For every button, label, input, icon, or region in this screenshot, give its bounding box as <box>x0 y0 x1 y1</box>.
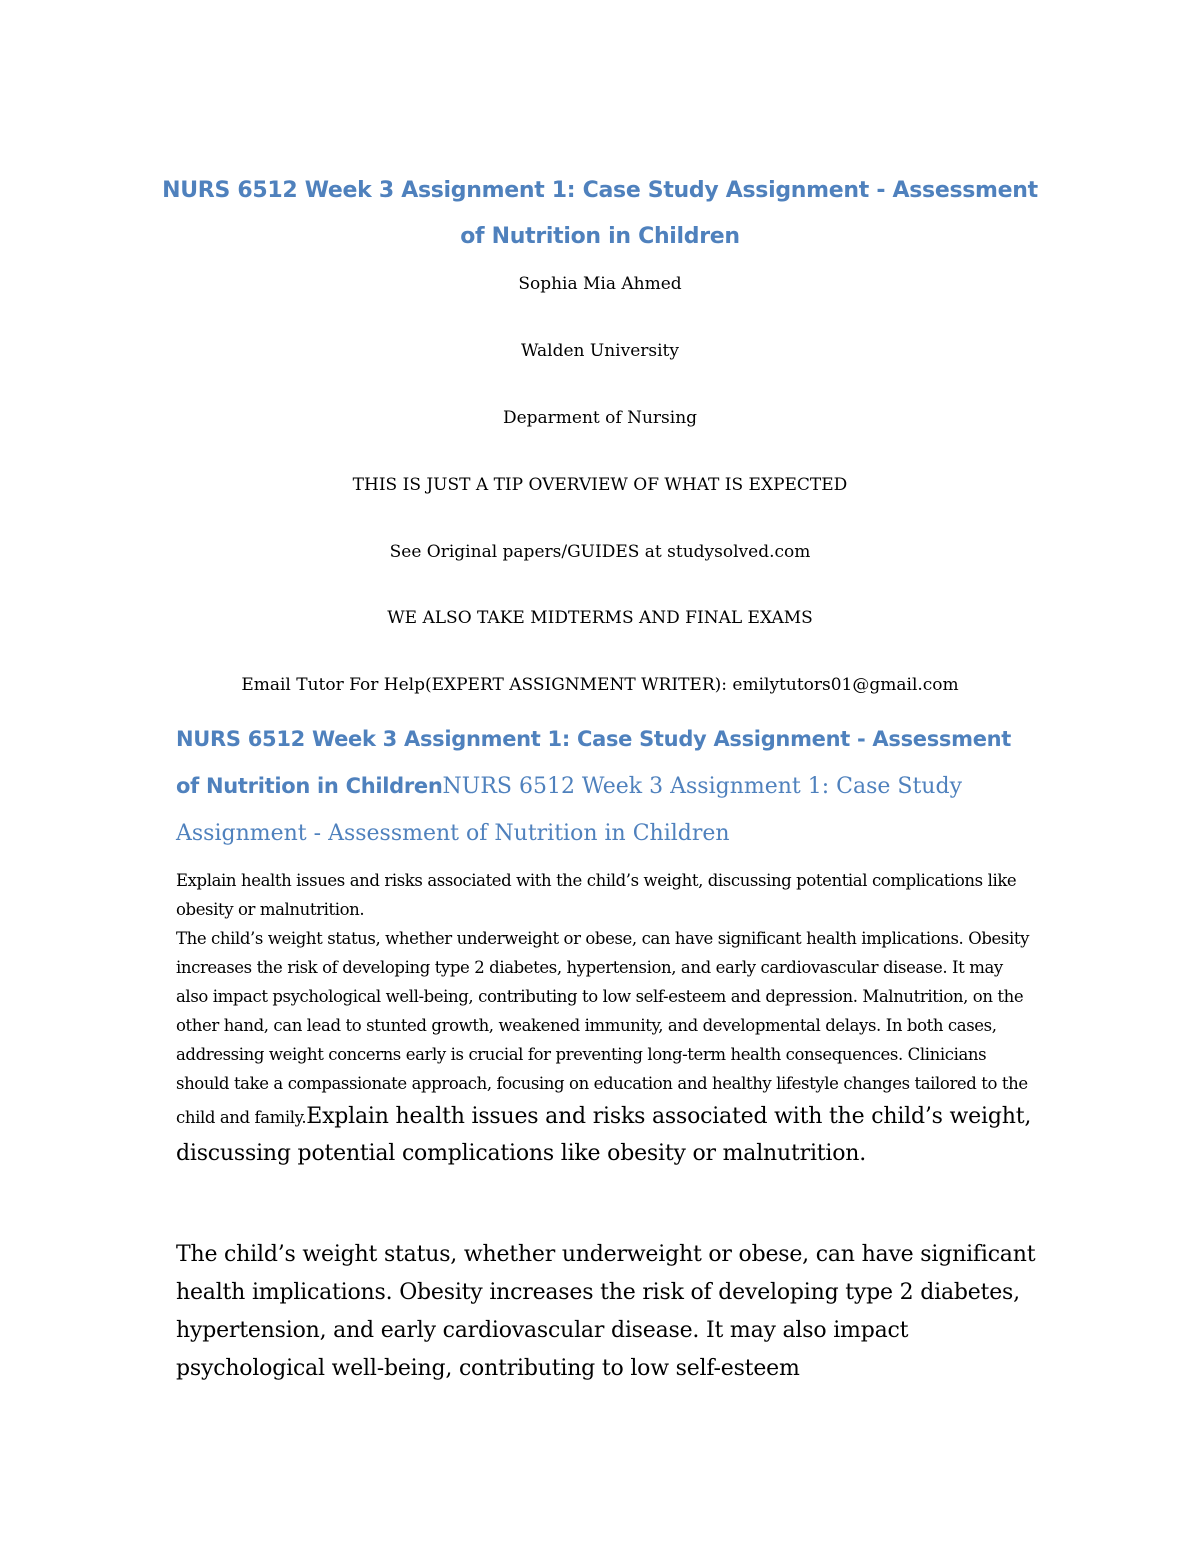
guides-line: See Original papers/GUIDES at studysolved.com <box>389 542 811 562</box>
author-name: Sophia Mia Ahmed <box>518 274 682 294</box>
email-line: Email Tutor For Help(EXPERT ASSIGNMENT WRITER): emilytutors01@gmail.com <box>241 675 959 695</box>
body-text-large <box>176 1236 1036 1388</box>
large-prompt: Explain health issues and risks associated with the child’s weight, discussing potential complications like obesity or malnutrition. <box>176 1104 1032 1166</box>
small-prompt: Explain health issues and risks associated with the child’s weight, discussing potential complications like obesity or malnutrition. <box>176 871 1017 919</box>
small-paragraph-text: The child’s weight status, whether underweight or obese, can have significant health implications. Obesity increases the risk of developing type 2 diabetes, hypertension, and early cardiovascular disease. It may also impact psychological well-being, contributing to low self-esteem and depression. Malnutrition, on the other hand, can lead to stunted growth, weakened immunity, and developmental delays. In both cases, addressing weight concerns early is crucial for preventing long-term health consequences. Clinicians should take a compassionate approach, focusing on education and healthy lifestyle changes tailored to the child and family. <box>176 929 1029 1127</box>
exams-line: WE ALSO TAKE MIDTERMS AND FINAL EXAMS <box>387 608 813 628</box>
institution-name: Walden University <box>521 341 679 361</box>
document-title: NURS 6512 Week 3 Assignment 1: Case Study Assignment - Assessment of Nutrition in Children <box>162 178 1038 249</box>
large-paragraph: The child’s weight status, whether underweight or obese, can have significant health implications. Obesity increases the risk of developing type 2 diabetes, hypertension, and early cardiovascular disease. It may also impact psychological well-being, contributing to low self-esteem <box>176 1242 1036 1381</box>
section-heading-serif: NURS 6512 Week 3 Assignment 1: Case Study Assignment - Assessment of Nutrition in Children <box>176 774 962 846</box>
department-name: Deparment of Nursing <box>502 408 698 428</box>
section-heading <box>176 716 1036 857</box>
body-text-small <box>176 866 1036 1172</box>
small-paragraph <box>176 924 1036 1172</box>
notice-line: THIS IS JUST A TIP OVERVIEW OF WHAT IS EXPECTED <box>352 475 848 495</box>
section-heading-sans: NURS 6512 Week 3 Assignment 1: Case Study Assignment - Assessment of Nutrition in Children <box>176 727 1012 798</box>
